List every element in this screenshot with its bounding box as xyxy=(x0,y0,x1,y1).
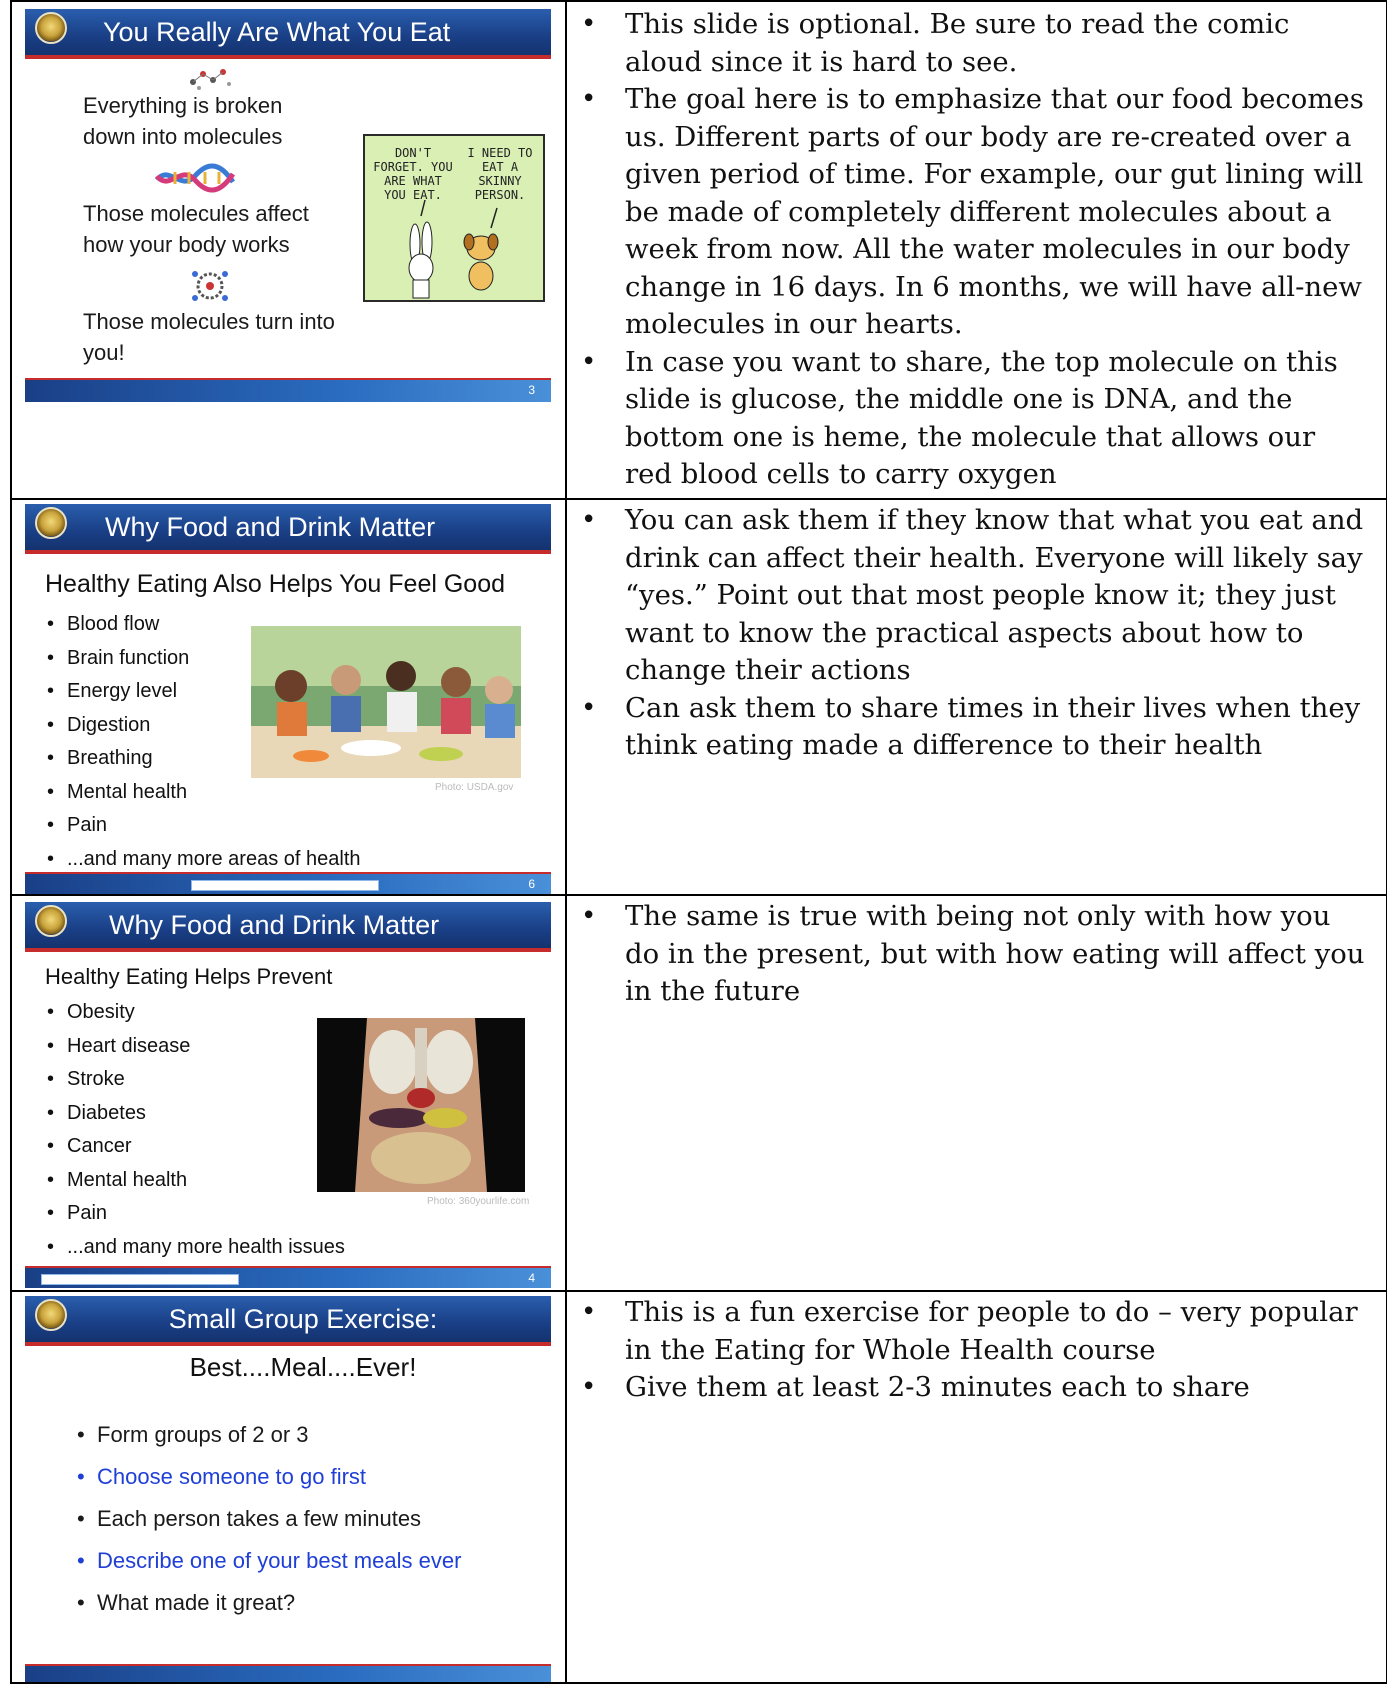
slide-heading: Healthy Eating Helps Prevent xyxy=(45,964,333,989)
table-row xyxy=(11,895,1387,1291)
table-row xyxy=(11,1291,1387,1683)
slide-title: Why Food and Drink Matter xyxy=(109,910,440,940)
slide-number: 3 xyxy=(528,383,535,397)
slide-bullet: • Obesity xyxy=(45,996,345,1030)
slide-title: Small Group Exercise: xyxy=(168,1304,438,1334)
comic-left-speech: DON'T FORGET. YOU ARE WHAT YOU EAT. xyxy=(373,146,453,202)
slide-thumbnail xyxy=(25,2,551,402)
slide-bullet: • ...and many more areas of health xyxy=(45,843,361,877)
comic-right-speech: I NEED TO EAT A SKINNY PERSON. xyxy=(467,146,533,202)
slide-number: 6 xyxy=(528,877,535,891)
notes-table xyxy=(10,0,1387,1684)
note-item: • Give them at least 2-3 minutes each to share xyxy=(567,1369,1368,1407)
slide-bullet: • Heart disease xyxy=(45,1030,345,1064)
slide-cell xyxy=(11,1291,566,1683)
notes-cell xyxy=(566,499,1387,895)
slide-heading: Healthy Eating Also Helps You Feel Good xyxy=(45,570,506,598)
heme-molecule-icon xyxy=(187,266,233,306)
slide-title-bar xyxy=(25,504,551,554)
table-row xyxy=(11,1,1387,499)
note-item: • The goal here is to emphasize that our food becomes us. Different parts of our body are re-created over a given period of time. For example, our gut lining will be made of completely different molecules about a week from now. All the water molecules in our body change in 16 days. In 6 months, we will have all-new molecules in our hearts. xyxy=(567,81,1368,344)
notes-cell xyxy=(566,1291,1387,1683)
slide-bullet: • Brain function xyxy=(45,642,361,676)
speaker-notes xyxy=(567,898,1386,1011)
slide-bullet: • Diabetes xyxy=(45,1097,345,1131)
slide-thumbnail xyxy=(25,500,551,894)
slide-bullet: • Stroke xyxy=(45,1063,345,1097)
notes-cell xyxy=(566,895,1387,1291)
family-meal-photo xyxy=(251,626,521,778)
slide-bullet-list xyxy=(45,996,345,1264)
slide-title-bar xyxy=(25,9,551,59)
note-item: • You can ask them if they know that what you eat and drink can affect their health. Everyone will likely say “yes.” Point out that most people know it; they just want to know the practical aspects about how to change their actions xyxy=(567,502,1368,690)
speaker-notes xyxy=(567,6,1386,494)
slide-title-bar xyxy=(25,1296,551,1346)
source-link[interactable] xyxy=(41,1274,239,1285)
slide-bullet: • Blood flow xyxy=(45,608,361,642)
slide-cell xyxy=(11,895,566,1291)
source-link[interactable] xyxy=(191,880,379,891)
note-item: • In case you want to share, the top molecule on this slide is glucose, the middle one is DNA, and the bottom one is heme, the molecule that allows our red blood cells to carry oxygen xyxy=(567,344,1368,494)
note-item: • This slide is optional. Be sure to read the comic aloud since it is hard to see. xyxy=(567,6,1368,81)
slide-bullet: • Cancer xyxy=(45,1130,345,1164)
slide-bullet: • What made it great? xyxy=(75,1582,461,1624)
slide-title: You Really Are What You Eat xyxy=(103,17,451,47)
photo-credit: Photo: 360yourlife.com xyxy=(427,1196,530,1207)
note-item: • This is a fun exercise for people to do – very popular in the Eating for Whole Health course xyxy=(567,1294,1368,1369)
slide-bullet: • Mental health xyxy=(45,776,361,810)
note-item: • Can ask them to share times in their lives when they think eating made a difference to their health xyxy=(567,690,1368,765)
note-item: • The same is true with being not only with how you do in the present, but with how eating will affect you in the future xyxy=(567,898,1368,1011)
slide-title: Why Food and Drink Matter xyxy=(105,512,436,542)
slide-cell xyxy=(11,1,566,499)
notes-cell xyxy=(566,1,1387,499)
slide-bullet: • ...and many more health issues xyxy=(45,1231,345,1265)
slide-bullet: • Pain xyxy=(45,1197,345,1231)
slide-bullet: • Describe one of your best meals ever xyxy=(75,1540,461,1582)
speaker-notes xyxy=(567,502,1386,765)
slide-line-molecules: Everything is broken down into molecules xyxy=(83,93,283,149)
slide-title-bar xyxy=(25,902,551,952)
table-row xyxy=(11,499,1387,895)
slide-bullet: • Mental health xyxy=(45,1164,345,1198)
slide-line-affect: Those molecules affect how your body works xyxy=(83,201,309,257)
slide-bullet: • Choose someone to go first xyxy=(75,1456,461,1498)
body-organs-photo xyxy=(317,1018,525,1192)
comic-panel xyxy=(363,134,545,302)
slide-footer xyxy=(25,378,551,402)
slide-bullet: • Form groups of 2 or 3 xyxy=(75,1414,461,1456)
slide-bullet: • Breathing xyxy=(45,742,361,776)
slide-thumbnail xyxy=(25,1292,551,1682)
slide-thumbnail xyxy=(25,896,551,1288)
speaker-notes xyxy=(567,1294,1386,1407)
slide-number: 4 xyxy=(528,1271,535,1285)
slide-cell xyxy=(11,499,566,895)
slide-footer xyxy=(25,872,551,894)
bunny-and-dog-drawing xyxy=(365,136,543,300)
slide-line-turn-into-you: Those molecules turn into you! xyxy=(83,309,335,365)
slide-bullet-list xyxy=(75,1414,461,1624)
slide-footer xyxy=(25,1664,551,1682)
slide-bullet: • Digestion xyxy=(45,709,361,743)
slide-footer xyxy=(25,1266,551,1288)
slide-bullet: • Each person takes a few minutes xyxy=(75,1498,461,1540)
dna-molecule-icon xyxy=(155,162,235,194)
slide-subtitle: Best....Meal....Ever! xyxy=(189,1352,417,1382)
glucose-molecule-icon xyxy=(185,64,235,92)
slide-bullet: • Energy level xyxy=(45,675,361,709)
photo-credit: Photo: USDA.gov xyxy=(435,782,514,793)
slide-bullet: • Pain xyxy=(45,809,361,843)
